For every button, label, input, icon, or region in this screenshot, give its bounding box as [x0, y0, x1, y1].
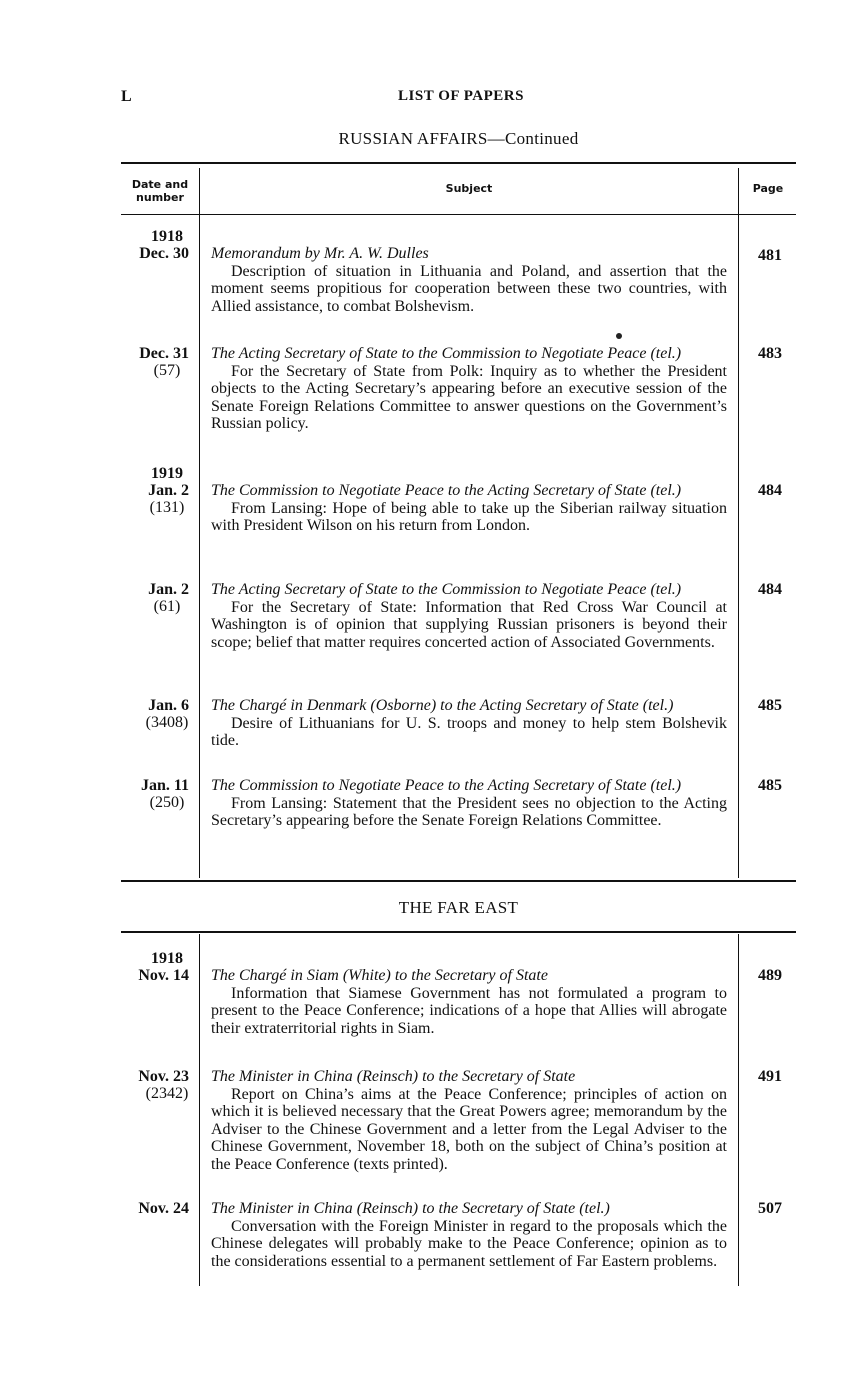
entry-page: 489: [758, 967, 782, 984]
entry-subject: [211, 1068, 727, 1173]
entry-date: [121, 1068, 189, 1102]
entry-number: (131): [149, 499, 185, 516]
entry-page: 484: [758, 581, 782, 598]
page-folio: L: [121, 88, 132, 105]
entry-number: (2342): [145, 1085, 189, 1102]
entry-title: The Acting Secretary of State to the Commission to Negotiate Peace (tel.): [211, 345, 682, 362]
table-top-rule: [121, 162, 796, 164]
entry-description: From Lansing: Statement that the President sees no objection to the Acting Secretary’s appearing before the Senate Foreign Relations Committee.: [211, 794, 727, 829]
table-header-rule: [121, 214, 796, 215]
section-title-russian-affairs: RUSSIAN AFFAIRS—Continued: [338, 129, 579, 148]
entry-page: 491: [758, 1068, 782, 1085]
entry-subject: [211, 345, 727, 433]
entry-description: For the Secretary of State: Information that Red Cross War Council at Washington is of opinion that supplying Russian prisoners is beyond their scope; belief that matter requires concerted action of Associated Governments.: [211, 598, 727, 651]
entry-number: (57): [153, 362, 181, 379]
entry-page: 483: [758, 345, 782, 362]
entry-date: [121, 581, 189, 615]
header-date-number: Date and number: [131, 178, 189, 204]
entry-page: 507: [758, 1200, 782, 1217]
entry-day: Nov. 14: [138, 967, 189, 984]
entry-year: 1919: [151, 465, 183, 482]
entry-year: 1918: [151, 228, 183, 245]
entry-date: [121, 345, 189, 379]
entry-description: Conversation with the Foreign Minister in regard to the proposals which the Chinese delegates will probably make to the Peace Conference; opinion as to the considerations essential to a permanent settlement of Far Eastern problems.: [211, 1217, 727, 1270]
entry-day: Jan. 2: [148, 482, 189, 499]
column-rule-left: [199, 168, 200, 878]
entry-number: (250): [149, 794, 185, 811]
entry-day: Jan. 6: [148, 697, 189, 714]
column-rule-right: [738, 934, 739, 1286]
entry-page: 485: [758, 697, 782, 714]
entry-day: Dec. 31: [139, 345, 189, 362]
column-rule-right: [738, 168, 739, 878]
entry-subject: [211, 581, 727, 651]
entry-page: 481: [758, 247, 782, 264]
entry-title: The Commission to Negotiate Peace to the Acting Secretary of State (tel.): [211, 482, 682, 499]
entry-title: Memorandum by Mr. A. W. Dulles: [211, 245, 429, 262]
entry-date: [121, 1200, 189, 1217]
table-bottom-rule: [121, 880, 796, 882]
entry-title: The Chargé in Siam (White) to the Secretary of State: [211, 967, 548, 984]
entry-subject: [211, 1200, 727, 1270]
entry-subject: [211, 777, 727, 830]
entry-subject: [211, 967, 727, 1037]
entry-description: For the Secretary of State from Polk: Inquiry as to whether the President objects to the Acting Secretary’s appearing before an executive session of the Senate Foreign Relations Committee to answer questions on the Government’s Russian policy.: [211, 362, 727, 432]
entry-day: Jan. 2: [148, 581, 189, 598]
column-rule-left: [199, 934, 200, 1286]
entry-date: [121, 950, 189, 984]
entry-description: Description of situation in Lithuania and Poland, and assertion that the moment seems propitious for cooperation between these two countries, with Allied assistance, to combat Bolshevism.: [211, 262, 727, 315]
entry-day: Nov. 24: [138, 1200, 189, 1217]
entry-description: Desire of Lithuanians for U. S. troops and money to help stem Bolshevik tide.: [211, 714, 727, 749]
entry-date: [121, 697, 189, 731]
entry-date: [121, 465, 189, 516]
entry-title: The Minister in China (Reinsch) to the Secretary of State: [211, 1068, 576, 1085]
entry-title: The Acting Secretary of State to the Commission to Negotiate Peace (tel.): [211, 581, 682, 598]
entry-day: Dec. 30: [139, 245, 189, 262]
table-top-rule: [121, 931, 796, 933]
entry-title: The Minister in China (Reinsch) to the Secretary of State (tel.): [211, 1200, 610, 1217]
entry-description: Information that Siamese Government has not formulated a program to present to the Peace Conference; indications of a hope that Allies will abrogate their extraterritorial rights in Siam.: [211, 984, 727, 1037]
entry-page: 484: [758, 482, 782, 499]
ink-dot: [616, 333, 622, 339]
entry-number: (61): [153, 598, 181, 615]
entry-subject: [211, 482, 727, 535]
entry-description: From Lansing: Hope of being able to take up the Siberian railway situation with President Wilson on his return from London.: [211, 499, 727, 534]
entry-day: Jan. 11: [140, 777, 189, 794]
entry-page: 485: [758, 777, 782, 794]
entry-title: The Commission to Negotiate Peace to the Acting Secretary of State (tel.): [211, 777, 682, 794]
entry-date: [121, 228, 189, 262]
entry-description: Report on China’s aims at the Peace Conference; principles of action on which it is believed necessary that the Great Powers agree; memorandum by the Adviser to the Chinese Government and a letter from the Legal Adviser to the Chinese Government, November 18, both on the subject of China’s position at the Peace Conference (texts printed).: [211, 1085, 727, 1173]
header-page: Page: [752, 182, 784, 195]
header-subject: Subject: [445, 182, 493, 195]
entry-number: (3408): [145, 714, 189, 731]
running-head: LIST OF PAPERS: [398, 88, 524, 104]
entry-title: The Chargé in Denmark (Osborne) to the Acting Secretary of State (tel.): [211, 697, 674, 714]
entry-date: [121, 777, 189, 811]
entry-subject: [211, 245, 727, 315]
entry-year: 1918: [151, 950, 183, 967]
section-title-far-east: THE FAR EAST: [398, 898, 519, 917]
entry-day: Nov. 23: [138, 1068, 189, 1085]
entry-subject: [211, 697, 727, 750]
